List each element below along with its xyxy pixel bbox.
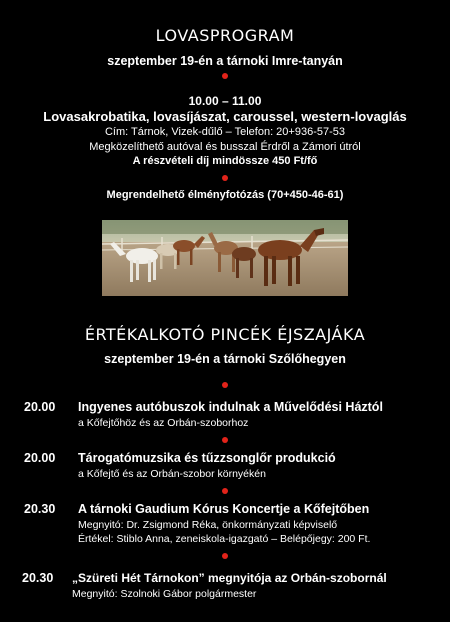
separator-dot	[222, 175, 228, 181]
event-title: Ingyenes autóbuszok indulnak a Művelődési Háztól	[78, 400, 383, 414]
separator-dot	[222, 437, 228, 443]
event-time: 20.30	[22, 571, 54, 585]
event-title: „Szüreti Hét Tárnokon” megnyitója az Orbán-szobornál	[72, 571, 387, 585]
event-time: 20.00	[24, 400, 56, 414]
section1-subtitle: szeptember 19-én a tárnoki Imre-tanyán	[107, 54, 343, 68]
event-detail: Megnyitó: Dr. Zsigmond Réka, önkormányzati képviselő	[78, 519, 338, 531]
section1-fee: A részvételi díj mindössze 450 Ft/fő	[132, 155, 318, 167]
event-title: A tárnoki Gaudium Kórus Koncertje a Kőfejtőben	[78, 502, 370, 516]
section1-access: Megközelíthető autóval és busszal Érdről a Zámori útról	[89, 141, 361, 153]
section1-activities: Lovasakrobatika, lovasíjászat, caroussel, western-lovaglás	[43, 109, 407, 124]
event-title: Tárogatómuzsika és tűzzsonglőr produkció	[78, 451, 336, 465]
separator-dot	[222, 382, 228, 388]
event-detail: Megnyitó: Szolnoki Gábor polgármester	[72, 588, 257, 600]
separator-dot	[222, 488, 228, 494]
event-detail: a Kőfejtőhöz és az Orbán-szoborhoz	[78, 417, 249, 429]
section2-title: ÉRTÉKALKOTÓ PINCÉK ÉJSZAJÁKA	[84, 325, 366, 344]
event-time: 20.00	[24, 451, 56, 465]
event-detail: Értékel: Stiblo Anna, zeneiskola-igazgató – Belépőjegy: 200 Ft.	[78, 533, 371, 545]
event-time: 20.30	[24, 502, 56, 516]
section2-subtitle: szeptember 19-én a tárnoki Szőlőhegyen	[104, 352, 346, 366]
section1-photo-offer: Megrendelhető élményfotózás (70+450-46-61)	[106, 189, 344, 201]
section1-time: 10.00 – 11.00	[188, 94, 262, 108]
section1-title: LOVASPROGRAM	[155, 26, 295, 45]
separator-dot	[222, 73, 228, 79]
section1-address: Cím: Tárnok, Vizek-dűlő – Telefon: 20+936-57-53	[104, 126, 345, 138]
event-detail: a Kőfejtő és az Orbán-szobor környékén	[78, 468, 266, 480]
horses-photo	[102, 220, 348, 296]
separator-dot	[222, 553, 228, 559]
